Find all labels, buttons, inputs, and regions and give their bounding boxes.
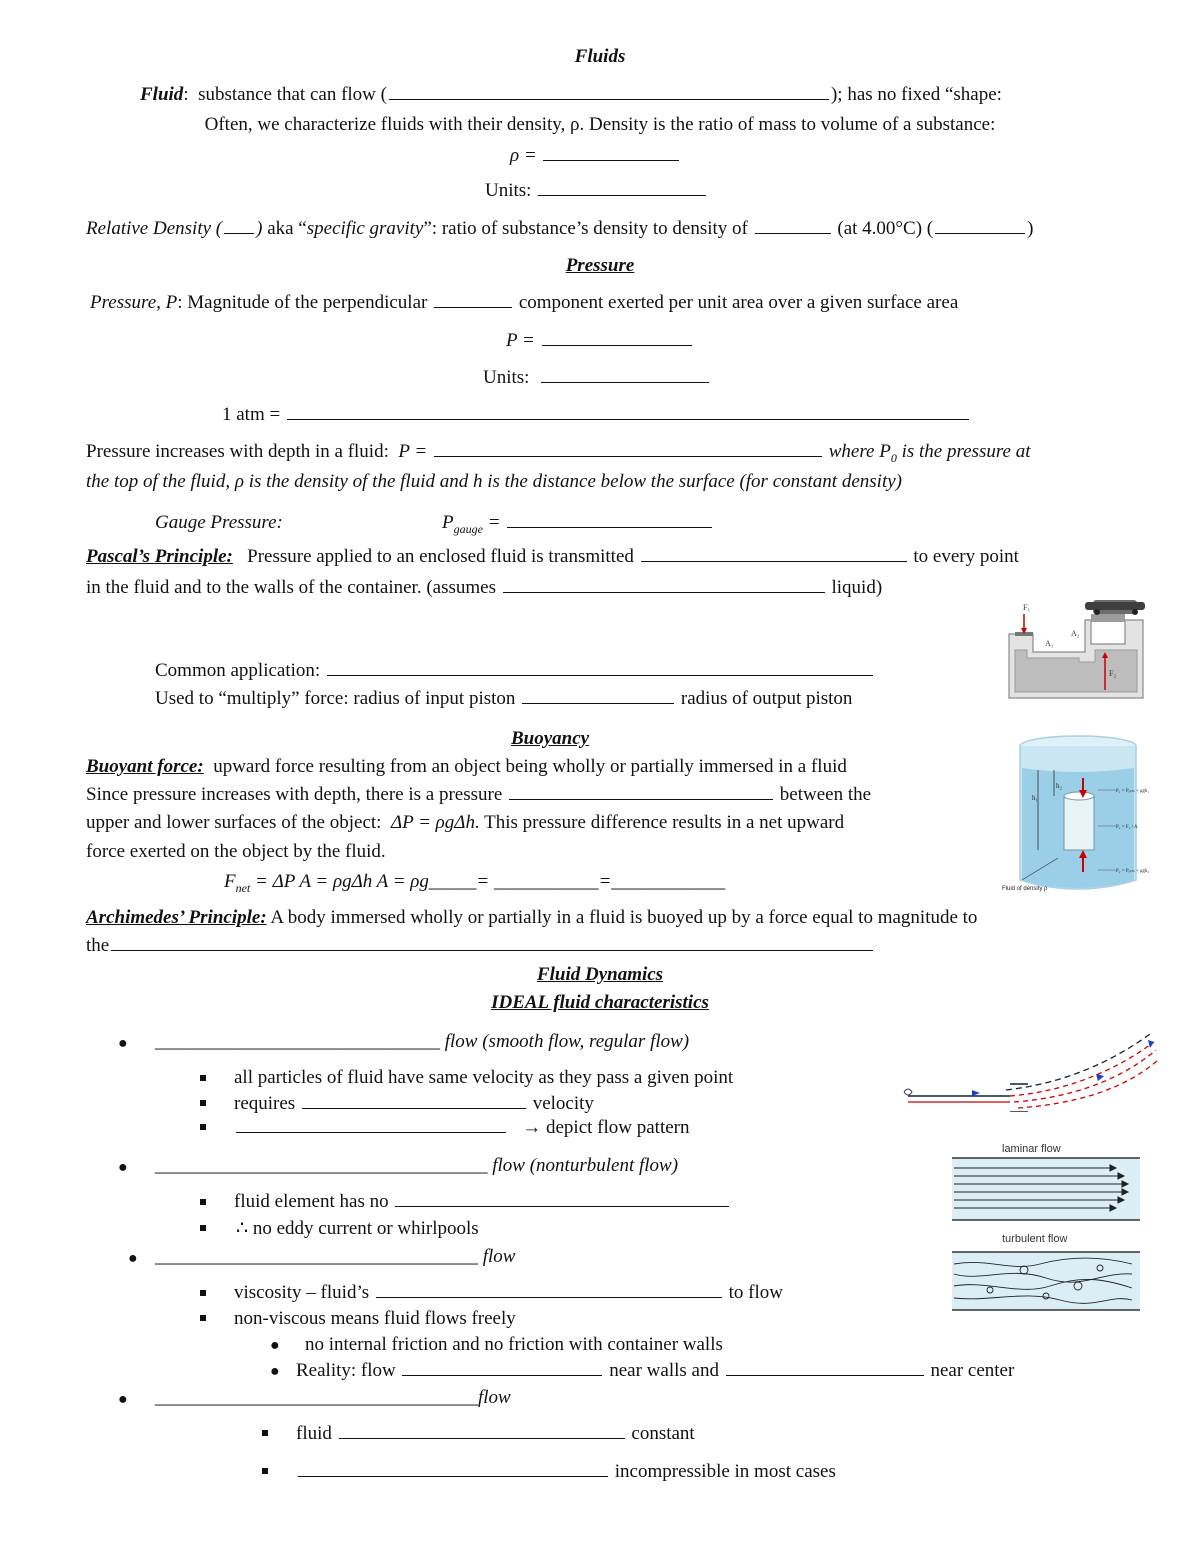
pascal-line2b: liquid) — [831, 577, 883, 598]
pressure-def-b: component exerted per unit area over a given surface area — [518, 292, 959, 313]
sub-bullet — [200, 1124, 206, 1130]
depth-where: where $P_0$ is the pressure at — [828, 441, 1031, 465]
bullet: ● — [128, 1250, 138, 1267]
p-eq-blank[interactable] — [542, 330, 692, 346]
pascal-blank[interactable] — [641, 546, 907, 562]
item-4a-blank[interactable] — [339, 1423, 625, 1439]
item-steady-flow: ______________________________ flow (smooth flow, regular flow) — [155, 1031, 690, 1052]
pascal-line2a: in the fluid and to the walls of the container. (assumes — [86, 577, 496, 598]
archimedes-line-2 — [86, 935, 875, 957]
p-eq-label: P = — [506, 330, 535, 351]
pascal-term: Pascal’s Principle: — [86, 546, 233, 567]
archimedes-line-1 — [86, 907, 977, 929]
fluid-definition: Fluid: substance that can flow ( ); has no fixed “shape: — [140, 84, 1002, 105]
item-4a: fluid constant — [296, 1423, 695, 1444]
item-4b-blank[interactable] — [298, 1461, 608, 1477]
sub-bullet — [262, 1430, 268, 1436]
pascal-a: Pressure applied to an enclosed fluid is transmitted — [247, 546, 634, 567]
item-nonturbulent-flow: ___________________________________ flow (nonturbulent flow) — [155, 1155, 679, 1176]
pascal-mult-blank[interactable] — [522, 688, 674, 704]
density-intro: Often, we characterize fluids with their density, ρ. Density is the ratio of mass to volume of a substance: — [204, 114, 996, 135]
gauge-label: Gauge Pressure: — [155, 512, 283, 533]
item-3b: non-viscous means fluid flows freely — [234, 1308, 516, 1329]
rd-temp: (at 4.00°C) ( — [837, 218, 934, 239]
pascal-app-label: Common application: — [155, 660, 321, 681]
fig-a1: A₁ — [1045, 639, 1054, 648]
item-1a: all particles of fluid have same velocity as they pass a given point — [234, 1067, 734, 1088]
buoyant-l3b: This pressure difference results in a net upward — [479, 812, 845, 833]
depth-line-2: the top of the fluid, ρ is the density of the fluid and h is the distance below the surface (for constant density) — [86, 471, 902, 492]
fig-h2: h₂ — [1056, 782, 1062, 790]
pascal-mult-b: radius of output piston — [680, 688, 853, 709]
item-3c: no internal friction and no friction with container walls — [305, 1334, 723, 1355]
units-label: Units: — [485, 180, 532, 201]
item-1c-blank[interactable] — [236, 1117, 506, 1133]
atm-blank[interactable] — [287, 404, 969, 420]
rho-eq-label: ρ = — [510, 145, 537, 166]
item-3d-blank-2[interactable] — [726, 1360, 924, 1376]
item-1b-blank[interactable] — [302, 1093, 526, 1109]
gauge-blank[interactable] — [507, 512, 712, 528]
fluid-def-text-2: ); has no fixed “shape: — [830, 84, 1002, 105]
fig-h1: h₁ — [1032, 794, 1038, 802]
pascal-line-1 — [86, 546, 1019, 568]
pascal-line-2 — [86, 577, 882, 599]
depth-line-1 — [86, 441, 1031, 466]
ideal-heading: IDEAL fluid characteristics — [491, 992, 709, 1013]
fig-r1: P₁ = Pₐₜₘ + ρgh₁ — [1116, 789, 1150, 794]
archimedes-a: A body immersed wholly or partially in a fluid is buoyed up by a force equal to magnitude to — [266, 907, 978, 928]
fig-f2: F₂ — [1109, 669, 1117, 678]
item-2a-blank[interactable] — [395, 1191, 729, 1207]
laminar-label: laminar flow — [1002, 1143, 1061, 1155]
rd-symbol-blank[interactable] — [224, 218, 254, 234]
archimedes-blank[interactable] — [111, 935, 873, 951]
page-title: Fluids — [574, 46, 626, 67]
buoyancy-heading: Buoyancy — [511, 728, 590, 749]
item-3d-blank-1[interactable] — [402, 1360, 602, 1376]
item-4b: incompressible in most cases — [296, 1461, 836, 1483]
laminar-turbulent-figure — [950, 1140, 1142, 1316]
item-incompressible-flow: __________________________________flow — [155, 1387, 511, 1408]
buoyant-term: Buoyant force: — [86, 756, 204, 777]
item-nonviscous-flow: __________________________________ flow — [155, 1246, 516, 1267]
pressure-units-blank[interactable] — [541, 367, 709, 383]
item-1c: → depict flow pattern — [234, 1117, 690, 1139]
bullet: ● — [270, 1337, 280, 1354]
rd-close: ) — [1027, 218, 1034, 239]
atm-line — [222, 404, 971, 426]
pascal-app-blank[interactable] — [327, 660, 873, 676]
fluid-term: Fluid — [140, 84, 184, 105]
item-3d: Reality: flow near walls and near center — [296, 1360, 1015, 1381]
pressure-heading: Pressure — [565, 255, 635, 276]
rd-term-close: ) — [256, 218, 263, 239]
pascal-application — [155, 660, 875, 682]
item-2b: ∴ no eddy current or whirlpools — [236, 1218, 479, 1239]
buoyant-l2b: between the — [779, 784, 872, 805]
pascal-b: to every point — [913, 546, 1019, 567]
sub-bullet — [200, 1225, 206, 1231]
sub-bullet — [200, 1075, 206, 1081]
rd-substance-blank[interactable] — [755, 218, 831, 234]
gauge-equation: $P_{gauge}$ = — [442, 512, 714, 537]
sub-bullet — [200, 1315, 206, 1321]
gauge-pressure — [155, 512, 283, 534]
sub-bullet — [262, 1468, 268, 1474]
units-blank[interactable] — [538, 180, 706, 196]
rho-equation — [510, 145, 681, 167]
hydraulic-press-figure — [1005, 590, 1147, 702]
fig-fluid: Fluid of density ρ — [1002, 886, 1048, 892]
sub-bullet — [200, 1199, 206, 1205]
rd-aka: aka “ — [262, 218, 307, 239]
sub-bullet — [200, 1100, 206, 1106]
pascal-liquid-blank[interactable] — [503, 577, 825, 593]
bullet: ● — [118, 1035, 128, 1052]
fig-a2: A₂ — [1071, 629, 1080, 638]
depth-eq: P = — [398, 441, 428, 462]
bullet: ● — [118, 1391, 128, 1408]
buoyant-line-2 — [86, 784, 871, 806]
fluid-def-text: substance that can flow ( — [198, 84, 387, 105]
pressure-definition — [90, 292, 958, 314]
streamline-figure — [898, 1026, 1162, 1112]
rd-rest: ”: ratio of substance’s density to density of — [423, 218, 748, 239]
buoyancy-cylinder-figure — [998, 730, 1166, 900]
fnet-equation: $F_{net} = \Delta P$ A = ρgΔh A = ρg_____= ___________=____________ — [224, 871, 726, 895]
depth-blank[interactable] — [434, 441, 822, 457]
pressure-blank[interactable] — [434, 292, 512, 308]
buoyant-blank[interactable] — [509, 784, 773, 800]
fig-r3: P₂ = Pₐₜₘ + ρgh₂ — [1116, 869, 1150, 874]
archimedes-term: Archimedes’ Principle: — [86, 907, 267, 928]
dynamics-heading: Fluid Dynamics — [536, 964, 664, 985]
units-label-2: Units: — [483, 367, 530, 388]
bullet: ● — [270, 1363, 280, 1380]
pressure-units — [483, 367, 711, 389]
relative-density — [86, 218, 1033, 240]
fig-r2: P₁ = F₁ / A — [1116, 825, 1138, 830]
fig-f1: F₁ — [1023, 603, 1031, 612]
item-3a-blank[interactable] — [376, 1282, 722, 1298]
archimedes-b: the — [86, 935, 110, 956]
pressure-term: Pressure, P — [90, 292, 178, 313]
item-3a: viscosity – fluid’s to flow — [234, 1282, 783, 1303]
buoyant-line-3 — [86, 812, 844, 834]
buoyant-line-4: force exerted on the object by the fluid. — [86, 841, 386, 862]
buoyant-def: upward force resulting from an object being wholly or partially immersed in a fluid — [213, 756, 847, 777]
atm-label: 1 atm = — [222, 404, 281, 425]
item-2a: fluid element has no — [234, 1191, 731, 1213]
pressure-def-a: : Magnitude of the perpendicular — [177, 292, 428, 313]
buoyant-l3eq: ΔP = ρgΔh. — [390, 812, 480, 833]
turbulent-label: turbulent flow — [1002, 1233, 1068, 1245]
sub-bullet — [200, 1290, 206, 1296]
rd-sg: specific gravity — [306, 218, 424, 239]
pascal-multiply — [155, 688, 852, 710]
buoyant-l3a: upper and lower surfaces of the object: — [86, 812, 382, 833]
depth-text: Pressure increases with depth in a fluid: — [86, 441, 389, 462]
p-equation — [506, 330, 694, 352]
fluid-blank[interactable] — [389, 84, 829, 100]
item-1b: requires velocity — [234, 1093, 594, 1114]
buoyant-l2a: Since pressure increases with depth, there is a pressure — [86, 784, 503, 805]
buoyant-line-1 — [86, 756, 847, 778]
bullet: ● — [118, 1159, 128, 1176]
pascal-mult-a: Used to “multiply” force: radius of input piston — [155, 688, 516, 709]
rd-term: Relative Density ( — [86, 218, 223, 239]
rd-value-blank[interactable] — [935, 218, 1025, 234]
rho-blank[interactable] — [543, 145, 679, 161]
density-units — [485, 180, 708, 202]
